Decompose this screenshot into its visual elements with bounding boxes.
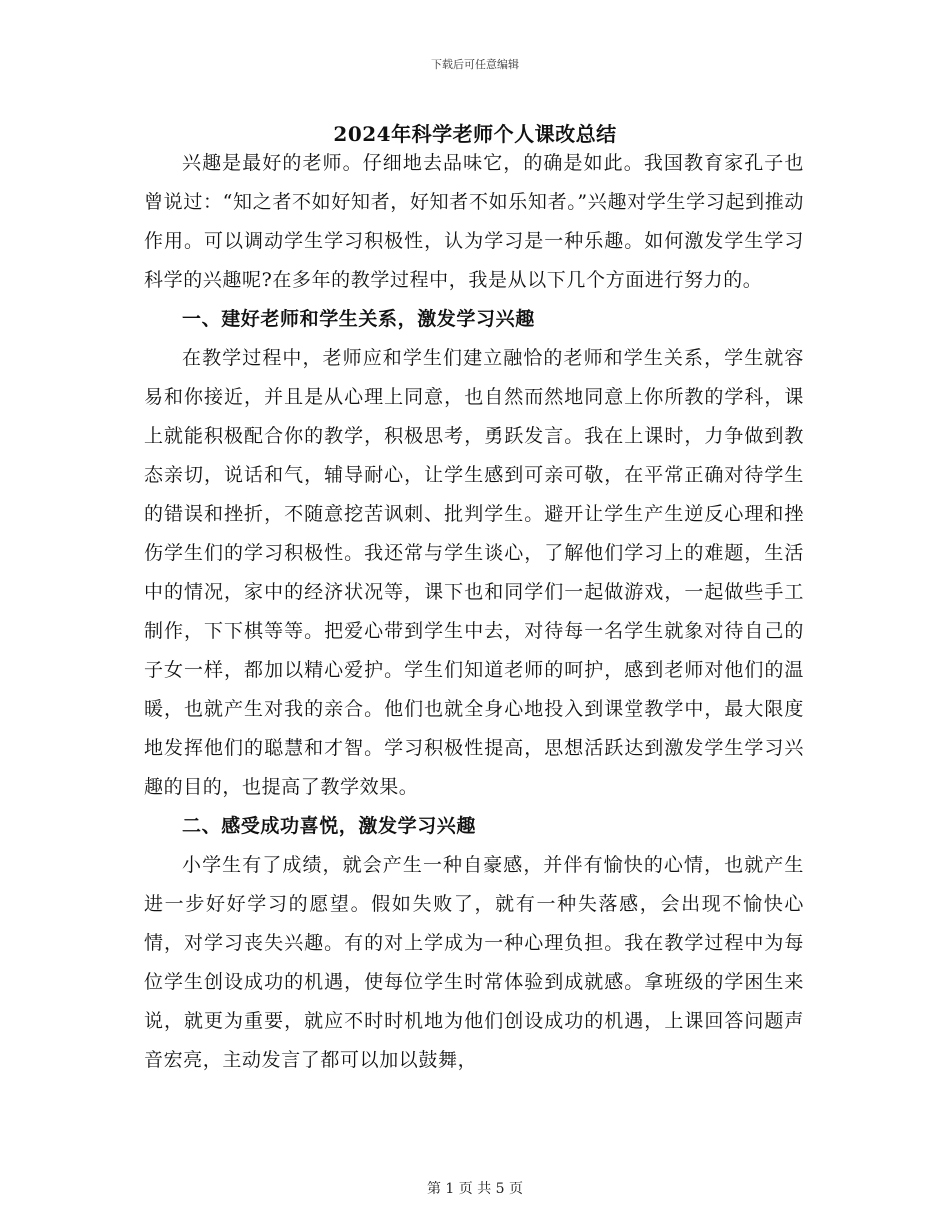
- section-1-heading: 一、建好老师和学生关系，激发学习兴趣: [182, 308, 535, 330]
- page-footer: 第 1 页 共 5 页: [426, 1181, 524, 1197]
- document-body: [144, 144, 804, 1080]
- document-title: 2024年科学老师个人课改总结: [333, 122, 617, 146]
- intro-paragraph: 兴趣是最好的老师。仔细地去品味它，的确是如此。我国教育家孔子也曾说过：“知之者不如好知者，好知者不如乐知者。”兴趣对学生学习起到推动作用。可以调动学生学习积极性，认为学习是一种乐趣。如何激发学生学习科学的兴趣呢?在多年的教学过程中，我是从以下几个方面进行努力的。: [144, 152, 804, 291]
- section-2-paragraph: 小学生有了成绩，就会产生一种自豪感，并伴有愉快的心情，也就产生进一步好好学习的愿望。假如失败了，就有一种失落感，会出现不愉快心情，对学习丧失兴趣。有的对上学成为一种心理负担。我在教学过程中为每位学生创设成功的机遇，使每位学生时常体验到成就感。拿班级的学困生来说，就更为重要，就应不时时机地为他们创设成功的机遇，上课回答问题声音宏亮，主动发言了都可以加以鼓舞，: [144, 854, 804, 1071]
- section-1-paragraph: 在教学过程中，老师应和学生们建立融恰的老师和学生关系，学生就容易和你接近，并且是从心理上同意，也自然而然地同意上你所教的学科，课上就能积极配合你的教学，积极思考，勇跃发言。我在上课时，力争做到教态亲切，说话和气，辅导耐心，让学生感到可亲可敬，在平常正确对待学生的错误和挫折，不随意挖苦讽刺、批判学生。避开让学生产生逆反心理和挫伤学生们的学习积极性。我还常与学生谈心，了解他们学习上的难题，生活中的情况，家中的经济状况等，课下也和同学们一起做游戏，一起做些手工制作，下下棋等等。把爱心带到学生中去，对待每一名学生就象对待自己的子女一样，都加以精心爱护。学生们知道老师的呵护，感到老师对他们的温暖，也就产生对我的亲合。他们也就全身心地投入到课堂教学中，最大限度地发挥他们的聪慧和才智。学习积极性提高，思想活跃达到激发学生学习兴趣的目的，也提高了教学效果。: [144, 347, 804, 798]
- page-header: 下载后可任意编辑: [431, 58, 519, 71]
- section-2-heading: 二、感受成功喜悦，激发学习兴趣: [182, 815, 477, 837]
